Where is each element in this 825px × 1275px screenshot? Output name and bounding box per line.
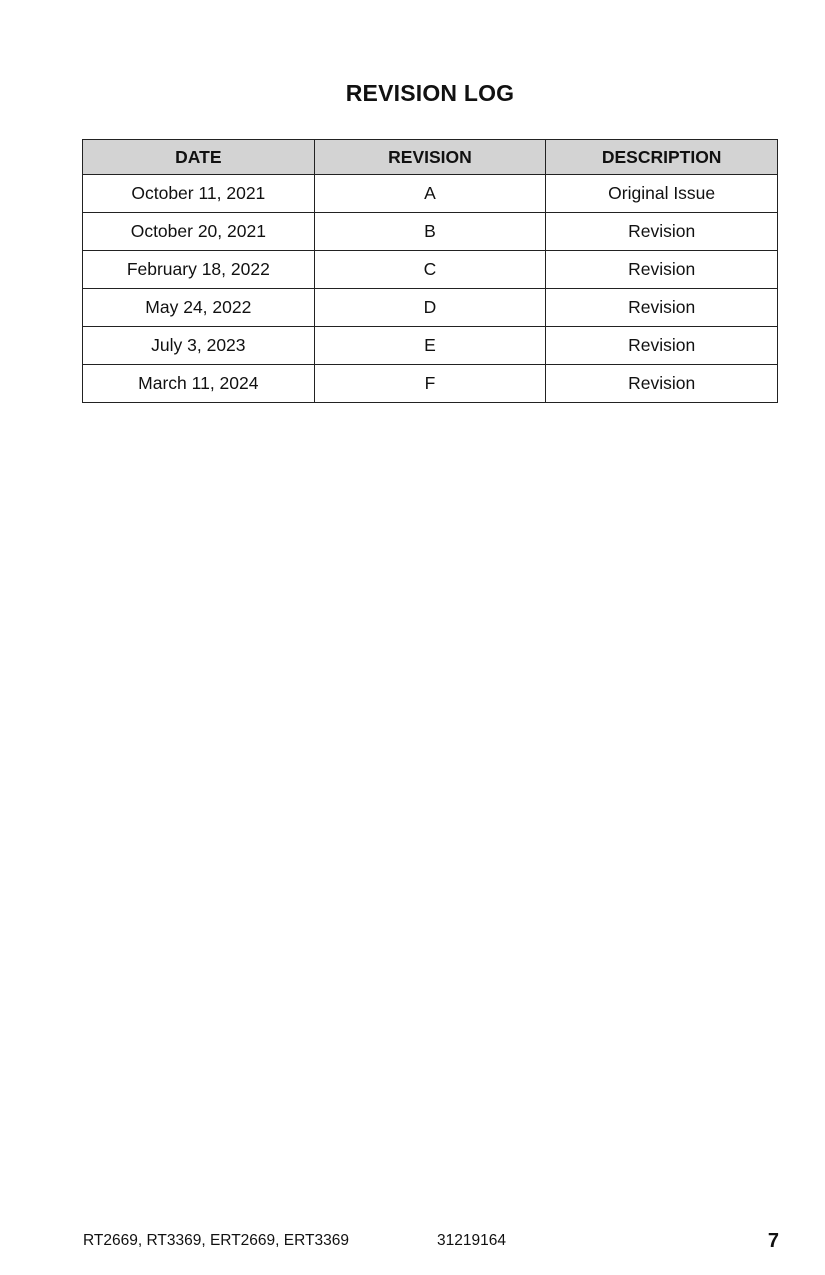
table-row xyxy=(83,251,778,289)
cell-date: October 11, 2021 xyxy=(83,175,315,213)
revision-log-table xyxy=(82,139,778,403)
table-row xyxy=(83,213,778,251)
cell-date: October 20, 2021 xyxy=(83,213,315,251)
cell-date: May 24, 2022 xyxy=(83,289,315,327)
column-header-description: DESCRIPTION xyxy=(546,140,778,175)
cell-revision: B xyxy=(314,213,546,251)
footer-model-list: RT2669, RT3369, ERT2669, ERT3369 xyxy=(83,1232,349,1249)
footer-page-number: 7 xyxy=(767,1230,779,1252)
page-title: REVISION LOG xyxy=(345,80,515,106)
cell-revision: F xyxy=(314,365,546,403)
cell-description: Revision xyxy=(546,289,778,327)
cell-description: Revision xyxy=(546,213,778,251)
cell-description: Revision xyxy=(546,327,778,365)
cell-revision: E xyxy=(314,327,546,365)
column-header-date: DATE xyxy=(83,140,315,175)
table-header-row xyxy=(83,140,778,175)
cell-description: Revision xyxy=(546,251,778,289)
cell-date: March 11, 2024 xyxy=(83,365,315,403)
cell-date: February 18, 2022 xyxy=(83,251,315,289)
cell-date: July 3, 2023 xyxy=(83,327,315,365)
cell-revision: C xyxy=(314,251,546,289)
cell-description: Revision xyxy=(546,365,778,403)
cell-revision: D xyxy=(314,289,546,327)
cell-description: Original Issue xyxy=(546,175,778,213)
cell-revision: A xyxy=(314,175,546,213)
column-header-revision: REVISION xyxy=(314,140,546,175)
table-row xyxy=(83,175,778,213)
table-row xyxy=(83,327,778,365)
table-row xyxy=(83,365,778,403)
footer-part-number: 31219164 xyxy=(437,1232,506,1249)
table-row xyxy=(83,289,778,327)
